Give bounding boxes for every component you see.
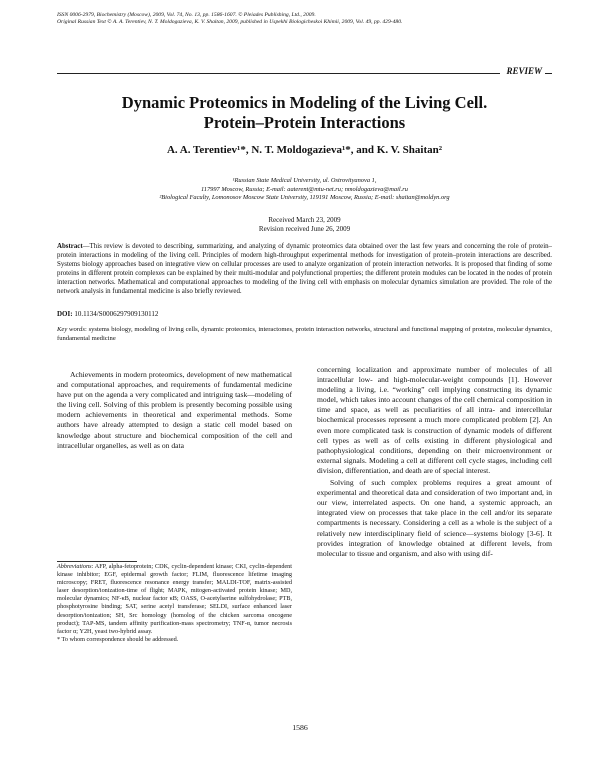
dates [57,216,552,234]
doi-value[interactable]: 10.1134/S0006297909130112 [74,310,159,318]
corresponding-footnote: * To whom correspondence should be addressed. [57,635,179,643]
doi-label: DOI: [57,310,73,318]
page-number: 1586 [292,723,308,732]
affiliations [57,177,552,203]
revised-date: Revision received June 26, 2009 [258,225,351,233]
abstract-text: —This review is devoted to describing, summarizing, and analyzing of dynamic proteomics data obtained over the last few years and concerning the role of protein–protein interactions in modeling of the living cell. Principles of modern high-throughput experimental methods for investigation of protein–protein interactions are described. Systems biology approaches based on integrative view on cellular processes are used to analyze organization of protein interaction networks. It is proposed that finding of some proteins in different protein complexes can be explained by their multi-modular and polyfunctional properties; the different protein modules can be located in the nodes of protein interaction networks. Mathematical and computational approaches to modeling of the living cell with emphasis on molecular dynamics simulation are provided. The role of the network analysis in fundamental medicine is also briefly reviewed. [57,243,552,296]
received-date: Received March 23, 2009 [268,216,341,224]
abbreviations-footnote [57,563,292,636]
section-label: REVIEW [0,66,545,76]
journal-header [57,12,552,26]
abstract-label: Abstract [57,243,83,250]
affiliation-2: ²Biological Faculty, Lomonosov Moscow State University, 119191 Moscow, Russia; E-mail: shaitan@moldyn.org [159,194,450,202]
body-paragraph: Achievements in modern proteomics, development of new mathematical and computational approaches, and requirements of fundamental medicine have put on the agenda a very complicated and intriguing task—modeling of the living cell. Solving of this problem is presently becoming possible using modern achievements in theoretical and experimental methods. Some authors have already attempted to design a static cell model based on knowledge about structure and biochemical composition of the cell and intracellular organelles, as well as on data [57,370,292,450]
keywords [57,326,552,343]
abbreviations-text: : AFP, alpha-fetoprotein; CDK, cyclin-dependent kinase; CKI, cyclin-dependent kinase inhibitor; EGF, epidermal growth factor; FLIM, fluorescence lifetime imaging microscopy; FRET, fluorescence resonance energy transfer; MALDI-TOF, matrix-assisted laser desorption/ionization-time of flight; MAPK, mitogen-activated protein kinase; MD, molecular dynamics; NF-κB, nuclear factor κB; OASS, O-acetylserine sulfohydrolase; PTB, phosphotyrosine binding; SAT, serine acetyl transferase; SELDI, surface enhanced laser desorption/ionization; SH, Src homology (homolog of the chicken sarcoma oncogene product); TAP-MS, tandem affinity purification-mass spectrometry; TNF-α, tumor necrosis factor α; Y2H, yeast two-hybrid assay. [57,563,292,635]
author-list: A. A. Terentiev¹*, N. T. Moldogazieva¹*, and K. V. Shaitan² [166,144,443,156]
keywords-label: Key words [57,326,85,333]
affiliation-1-line2: 117997 Moscow, Russia; E-mail: aaterent@mtu-net.ru; nmoldogazieva@mail.ru [201,185,408,193]
body-left-column [57,370,292,451]
footnotes [57,563,292,644]
keywords-text: : systems biology, modeling of living cells, dynamic proteomics, interactomes, protein interaction networks, structural and functional mapping of proteins, molecular dynamics, fundamental medicine [57,326,552,342]
article-title [57,93,552,133]
body-paragraph: Solving of such complex problems requires a great amount of experimental and theoretical data and consideration of two important and, in our view, interrelated aspects. On one hand, a systemic approach, an integrated view on processes that take place in the cell and/or its separate compartments is necessary. Considering a cell as a whole is the subject of a relatively new interdisciplinary field of science—systems biology [3-6]. It provides integration of knowledge obtained at different levels, from molecular to tissue and organism, and also with using dif- [317,478,552,558]
affiliation-1-line1: ¹Russian State Medical University, ul. Ostrovityanova 1, [232,177,377,184]
doi [57,310,552,318]
journal-header-line2: Original Russian Text © A. A. Terentiev, N. T. Moldogazieva, K. V. Shaitan, 2009, published in Uspekhi Biologicheskoi Khimii, 2009, Vol. 49, pp. 429-480. [57,19,403,25]
title-line2: Protein–Protein Interactions [203,113,406,132]
abstract [57,242,552,297]
journal-header-line1: ISSN 0006-2979, Biochemistry (Moscow), 2009, Vol. 74, No. 13, pp. 1586-1607. © Pleiades Publishing, Ltd., 2009. [57,12,316,18]
body-right-column [317,365,552,559]
footnote-rule [57,561,137,562]
abbreviations-label: Abbreviations [57,563,92,570]
body-paragraph: concerning localization and approximate number of molecules of all intracellular low- and high-molecular-weight compounds [1]. However modeling a living, i.e. “working” cell implying constructing its dynamic model, which takes into account changes of the cell chemical composition in time and space, as well as peculiarities of all intra- and intercellular biochemical processes represent a much more complicated problem [2]. An even more complicated task is construction of dynamic models of different cell types as well as of cells existing in different physiological and pathophysiological conditions, depending on their microenvironment or external signals. Modeling a cell at different cell cycle stages, including cell division, differentiation, and death are of special interest. [317,365,552,475]
title-line1: Dynamic Proteomics in Modeling of the Living Cell. [121,93,488,112]
